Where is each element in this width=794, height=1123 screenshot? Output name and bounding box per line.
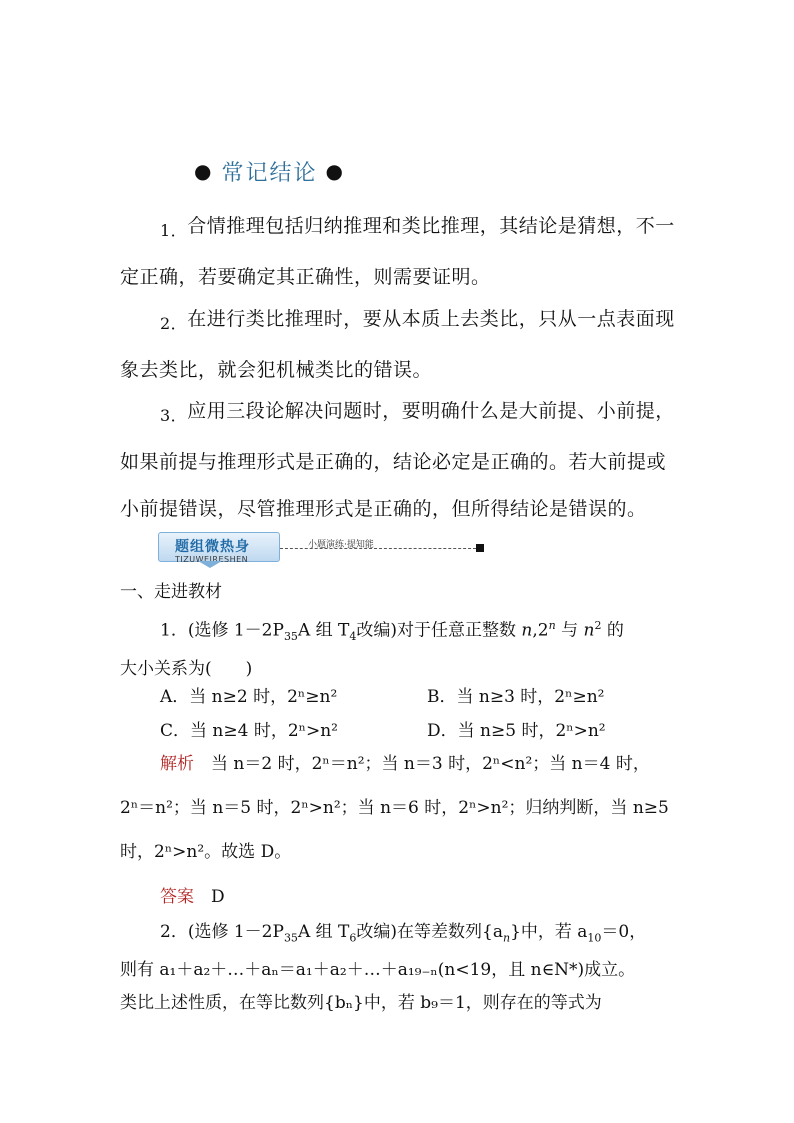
banner-pinyin: TIZUWEIRESHEN [175, 555, 249, 564]
solution-block [120, 742, 690, 874]
option-d: D．当 n≥5 时，2ⁿ>n² [427, 721, 606, 741]
question-1-line-2: 大小关系为( ) [120, 659, 253, 680]
question-1-stem [120, 609, 690, 686]
solution-line-1: 解析 当 n＝2 时，2ⁿ＝n²；当 n＝3 时，2ⁿ<n²；当 n＝4 时， [160, 754, 650, 774]
question-1-line-1: 1．(选修 $1-2P_{35}A$ 组 $T_4$改编)对于任意正整数 n,2$^n$ 与 $n^2$ 的 [160, 619, 624, 644]
conclusion-text: 在进行类比推理时，要从本质上去类比，只从一点表面现象去类比，就会犯机械类比的错误。 [120, 308, 675, 381]
section-banner [158, 530, 488, 570]
option-b: B．当 n≥3 时，2ⁿ≥n² [427, 687, 605, 707]
option-c: C．当 n≥4 时，2ⁿ>n² [160, 721, 339, 741]
question-2-line-1: 2．(选修 $1-2P_{35}A$ 组 $T_6$改编)在等差数列$\{a_n\}$中，若 $a_{10}=0$， [160, 922, 647, 945]
section-title [186, 152, 353, 190]
banner-tag [158, 532, 280, 562]
conclusion-3 [120, 388, 680, 533]
conclusion-number: 2． [160, 314, 188, 333]
bullet-icon: ● [194, 159, 214, 183]
bullet-icon: ● [325, 159, 345, 183]
conclusion-1 [120, 203, 680, 301]
conclusion-number: 1． [160, 221, 188, 240]
conclusion-number: 3． [160, 406, 188, 425]
option-a: A．当 n≥2 时，2ⁿ≥n² [160, 687, 338, 707]
answer-line [120, 881, 690, 914]
conclusion-text: 应用三段论解决问题时，要明确什么是大前提、小前提，如果前提与推理形式是正确的，结论必定是正确的。若大前提或小前提错误，尽管推理形式是正确的，但所得结论是错误的。 [120, 400, 675, 520]
solution-line-3: 时，2ⁿ>n²。故选 D。 [120, 842, 292, 862]
section-title-text: 常记结论 [221, 160, 318, 186]
conclusion-text: 合情推理包括归纳推理和类比推理，其结论是猜想，不一定正确，若要确定其正确性，则需要证明。 [120, 215, 675, 288]
conclusion-2 [120, 296, 680, 394]
answer-value: D [211, 887, 225, 907]
banner-pointer-icon [198, 561, 222, 568]
question-2-stem [120, 916, 690, 1020]
question-2-line-2: 则有 a₁＋a₂＋…＋aₙ＝a₁＋a₂＋…＋a₁₉₋ₙ(n<19，且 n∈N*)成立。 [120, 960, 636, 981]
banner-title: 题组微热身 [175, 539, 250, 555]
question-2-line-3: 类比上述性质，在等比数列{bₙ}中，若 b₉＝1，则存在的等式为 [120, 993, 602, 1014]
answer-label: 答案 [160, 887, 194, 907]
banner-subtitle: 小题演练·提知能 [308, 540, 374, 550]
solution-line-2: 2ⁿ＝n²；当 n＝5 时，2ⁿ>n²；当 n＝6 时，2ⁿ>n²；归纳判断，当 n≥5 [120, 798, 669, 818]
square-end-icon [476, 544, 484, 552]
part-heading: 一、走进教材 [120, 582, 222, 602]
solution-label: 解析 [160, 754, 194, 774]
